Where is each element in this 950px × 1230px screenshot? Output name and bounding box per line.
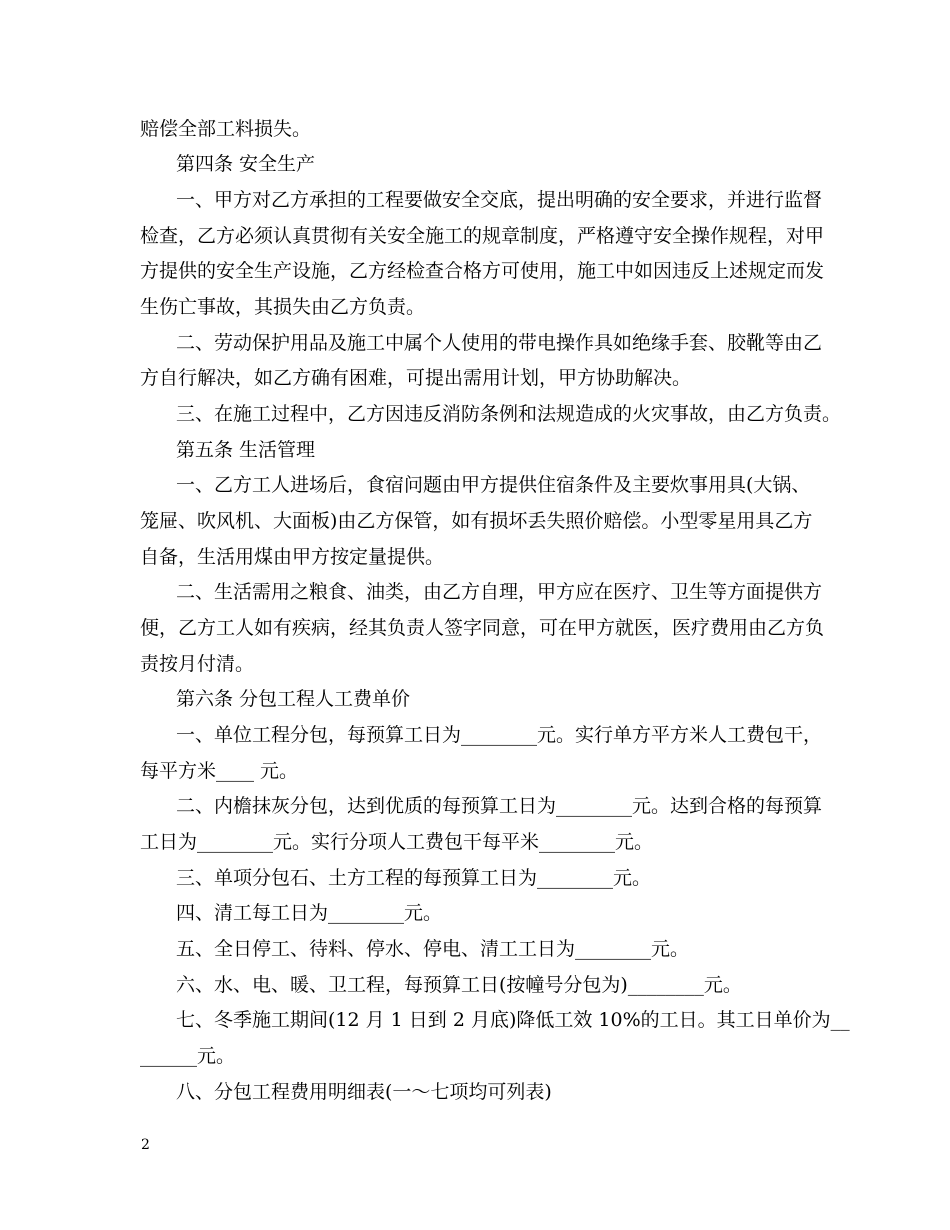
text-line: 责按月付清。: [140, 653, 255, 675]
text-line: 自备，生活用煤由甲方按定量提供。: [140, 546, 445, 568]
text-line: 八、分包工程费用明细表(一～七项均可列表): [176, 1081, 552, 1103]
section-heading: 第五条 生活管理: [176, 439, 316, 461]
text-line: 一、单位工程分包，每预算工日为________元。实行单方平方米人工费包干，: [176, 724, 823, 746]
text-line: 二、劳动保护用品及施工中属个人使用的带电操作具如绝缘手套、胶靴等由乙: [176, 332, 823, 354]
text-line: 一、乙方工人进场后，食宿问题由甲方提供住宿条件及主要炊事用具(大锅、: [176, 474, 811, 496]
text-line: 五、全日停工、待料、停水、停电、清工工日为________元。: [176, 938, 690, 960]
text-line: ______元。: [140, 1045, 236, 1067]
text-line: 一、甲方对乙方承担的工程要做安全交底，提出明确的安全要求，并进行监督: [176, 189, 823, 211]
text-line: 笼屉、吹风机、大面板)由乙方保管，如有损坏丢失照价赔偿。小型零星用具乙方: [140, 510, 813, 532]
text-line: 工日为________元。实行分项人工费包干每平米________元。: [140, 831, 654, 853]
text-line: 七、冬季施工期间(12 月 1 日到 2 月底)降低工效 10%的工日。其工日单价为__: [176, 1009, 850, 1031]
text-line: 赔偿全部工料损失。: [140, 118, 312, 140]
page-number: 2: [141, 1137, 150, 1153]
text-line: 二、内檐抹灰分包，达到优质的每预算工日为________元。达到合格的每预算: [176, 795, 823, 817]
text-line: 三、在施工过程中，乙方因违反消防条例和法规造成的火灾事故，由乙方负责。: [176, 403, 842, 425]
text-line: 检查，乙方必须认真贯彻有关安全施工的规章制度，严格遵守安全操作规程，对甲: [140, 225, 825, 247]
text-line: 便，乙方工人如有疾病，经其负责人签字同意，可在甲方就医，医疗费用由乙方负: [140, 617, 825, 639]
section-heading: 第六条 分包工程人工费单价: [176, 688, 411, 710]
section-heading: 第四条 安全生产: [176, 153, 316, 175]
text-line: 每平方米____ 元。: [140, 760, 299, 782]
text-line: 三、单项分包石、土方工程的每预算工日为________元。: [176, 867, 652, 889]
text-line: 生伤亡事故，其损失由乙方负责。: [140, 296, 426, 318]
text-line: 四、清工每工日为________元。: [176, 902, 443, 924]
text-line: 六、水、电、暖、卫工程，每预算工日(按幢号分包为)________元。: [176, 974, 742, 996]
text-line: 方自行解决，如乙方确有困难，可提出需用计划，甲方协助解决。: [140, 367, 692, 389]
text-line: 方提供的安全生产设施，乙方经检查合格方可使用，施工中如因违反上述规定而发: [140, 260, 825, 282]
text-line: 二、生活需用之粮食、油类，由乙方自理，甲方应在医疗、卫生等方面提供方: [176, 581, 823, 603]
